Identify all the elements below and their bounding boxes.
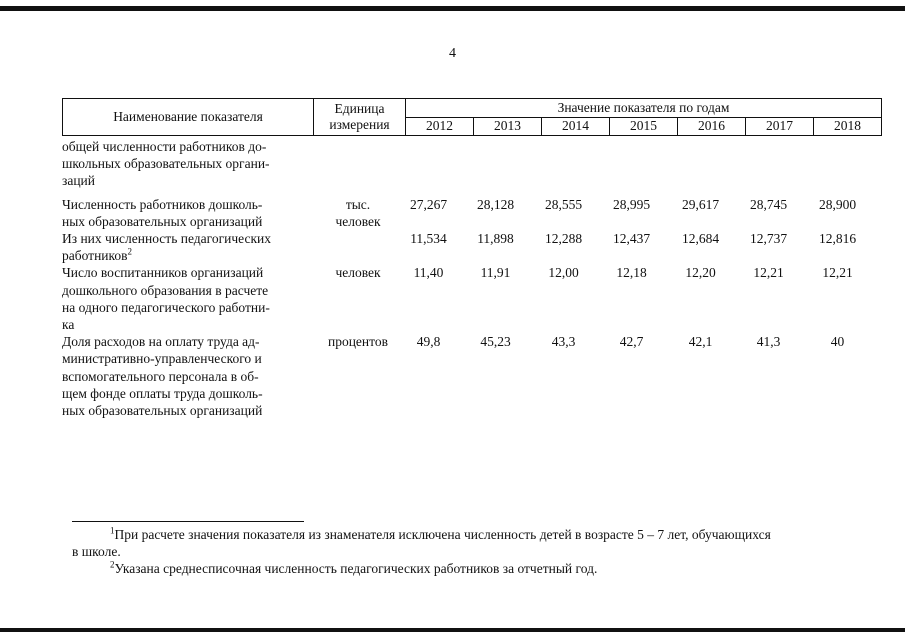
row-value-2017: 12,737 (749, 230, 788, 246)
row-indicator-name: общей численности работников до- школьных образовательных органи- заций (62, 139, 270, 189)
row-value-2012: 11,534 (410, 230, 447, 246)
row-value-2014: 12,288 (544, 230, 583, 246)
row-value-2015: 12,18 (616, 265, 647, 281)
row-value-2017: 41,3 (756, 334, 781, 350)
table-row (62, 138, 305, 190)
header-year-2018: 2018 (814, 117, 882, 136)
footnote-2 (110, 560, 597, 577)
row-value-2018: 12,21 (822, 265, 853, 281)
header-year-2016: 2016 (678, 117, 746, 136)
row-value-2018: 40 (830, 334, 845, 350)
header-year-2017: 2017 (746, 117, 814, 136)
row-value-2015: 28,995 (612, 196, 651, 212)
table-row (62, 264, 853, 333)
row-value-2017: 28,745 (749, 196, 788, 212)
row-value-2014: 43,3 (551, 334, 576, 350)
table-body (62, 138, 857, 419)
header-year-2015: 2015 (610, 117, 678, 136)
row-indicator-name: Число воспитанников организаций дошкольного образования в расчете на одного педагогического работни- ка (62, 265, 270, 332)
row-value-2014: 28,555 (544, 196, 583, 212)
row-value-2018: 12,816 (818, 230, 857, 246)
header-year-2013: 2013 (474, 117, 542, 136)
row-indicator-name: Доля расходов на оплату труда ад- министративно-управленческого и вспомогательного персонала в об- щем фонде оплаты труда дошколь- ных образовательных организаций (62, 334, 263, 418)
table-header (62, 98, 882, 136)
footnote-2-text: Указана среднесписочная численность педагогических работников за отчетный год. (114, 561, 598, 576)
table-row (62, 333, 845, 419)
footnote-1-mark: 1 (110, 525, 115, 536)
header-unit (314, 99, 406, 136)
row-value-2013: 28,128 (476, 196, 515, 212)
header-years-span: Значение показателя по годам (406, 99, 882, 118)
row-value-2016: 42,1 (688, 334, 713, 350)
row-value-2016: 12,684 (681, 230, 720, 246)
row-value-2013: 45,23 (480, 334, 511, 350)
header-year-2012: 2012 (406, 117, 474, 136)
page-number: 4 (449, 46, 456, 61)
footnote-separator (72, 521, 304, 522)
row-value-2014: 12,00 (548, 265, 579, 281)
table-row (62, 196, 857, 230)
row-indicator-name: Из них численность педагогических работников$^2$ (62, 230, 271, 264)
row-unit: человек (335, 265, 381, 281)
header-unit-line1: Единица (334, 101, 385, 116)
row-value-2016: 29,617 (681, 196, 720, 212)
header-indicator-name: Наименование показателя (63, 99, 314, 136)
header-year-2014: 2014 (542, 117, 610, 136)
row-value-2016: 12,20 (685, 265, 716, 281)
header-unit-line2: измерения (329, 117, 390, 132)
row-footnote-mark: 2 (127, 246, 133, 257)
footnote-1 (110, 526, 771, 543)
row-value-2017: 12,21 (753, 265, 784, 281)
row-indicator-name: Численность работников дошколь- ных образовательных организаций (62, 196, 263, 229)
row-unit: процентов (327, 334, 388, 350)
row-value-2012: 11,40 (413, 265, 444, 281)
row-value-2012: 49,8 (416, 334, 441, 350)
footnote-2-mark: 2 (110, 559, 115, 570)
row-unit: тыс. человек (335, 196, 381, 229)
top-border-rule (0, 6, 905, 11)
footnote-1-text: При расчете значения показателя из знаменателя исключена численность детей в возрасте 5 – 7 лет, обучающихся (114, 527, 771, 542)
row-value-2013: 11,91 (480, 265, 511, 281)
table-row (62, 230, 857, 264)
row-value-2015: 12,437 (612, 230, 651, 246)
bottom-border-rule (0, 628, 905, 632)
row-value-2013: 11,898 (477, 230, 514, 246)
footnote-1-continuation: в школе. (72, 544, 121, 559)
row-value-2012: 27,267 (409, 196, 448, 212)
row-value-2018: 28,900 (818, 196, 857, 212)
row-value-2015: 42,7 (619, 334, 644, 350)
